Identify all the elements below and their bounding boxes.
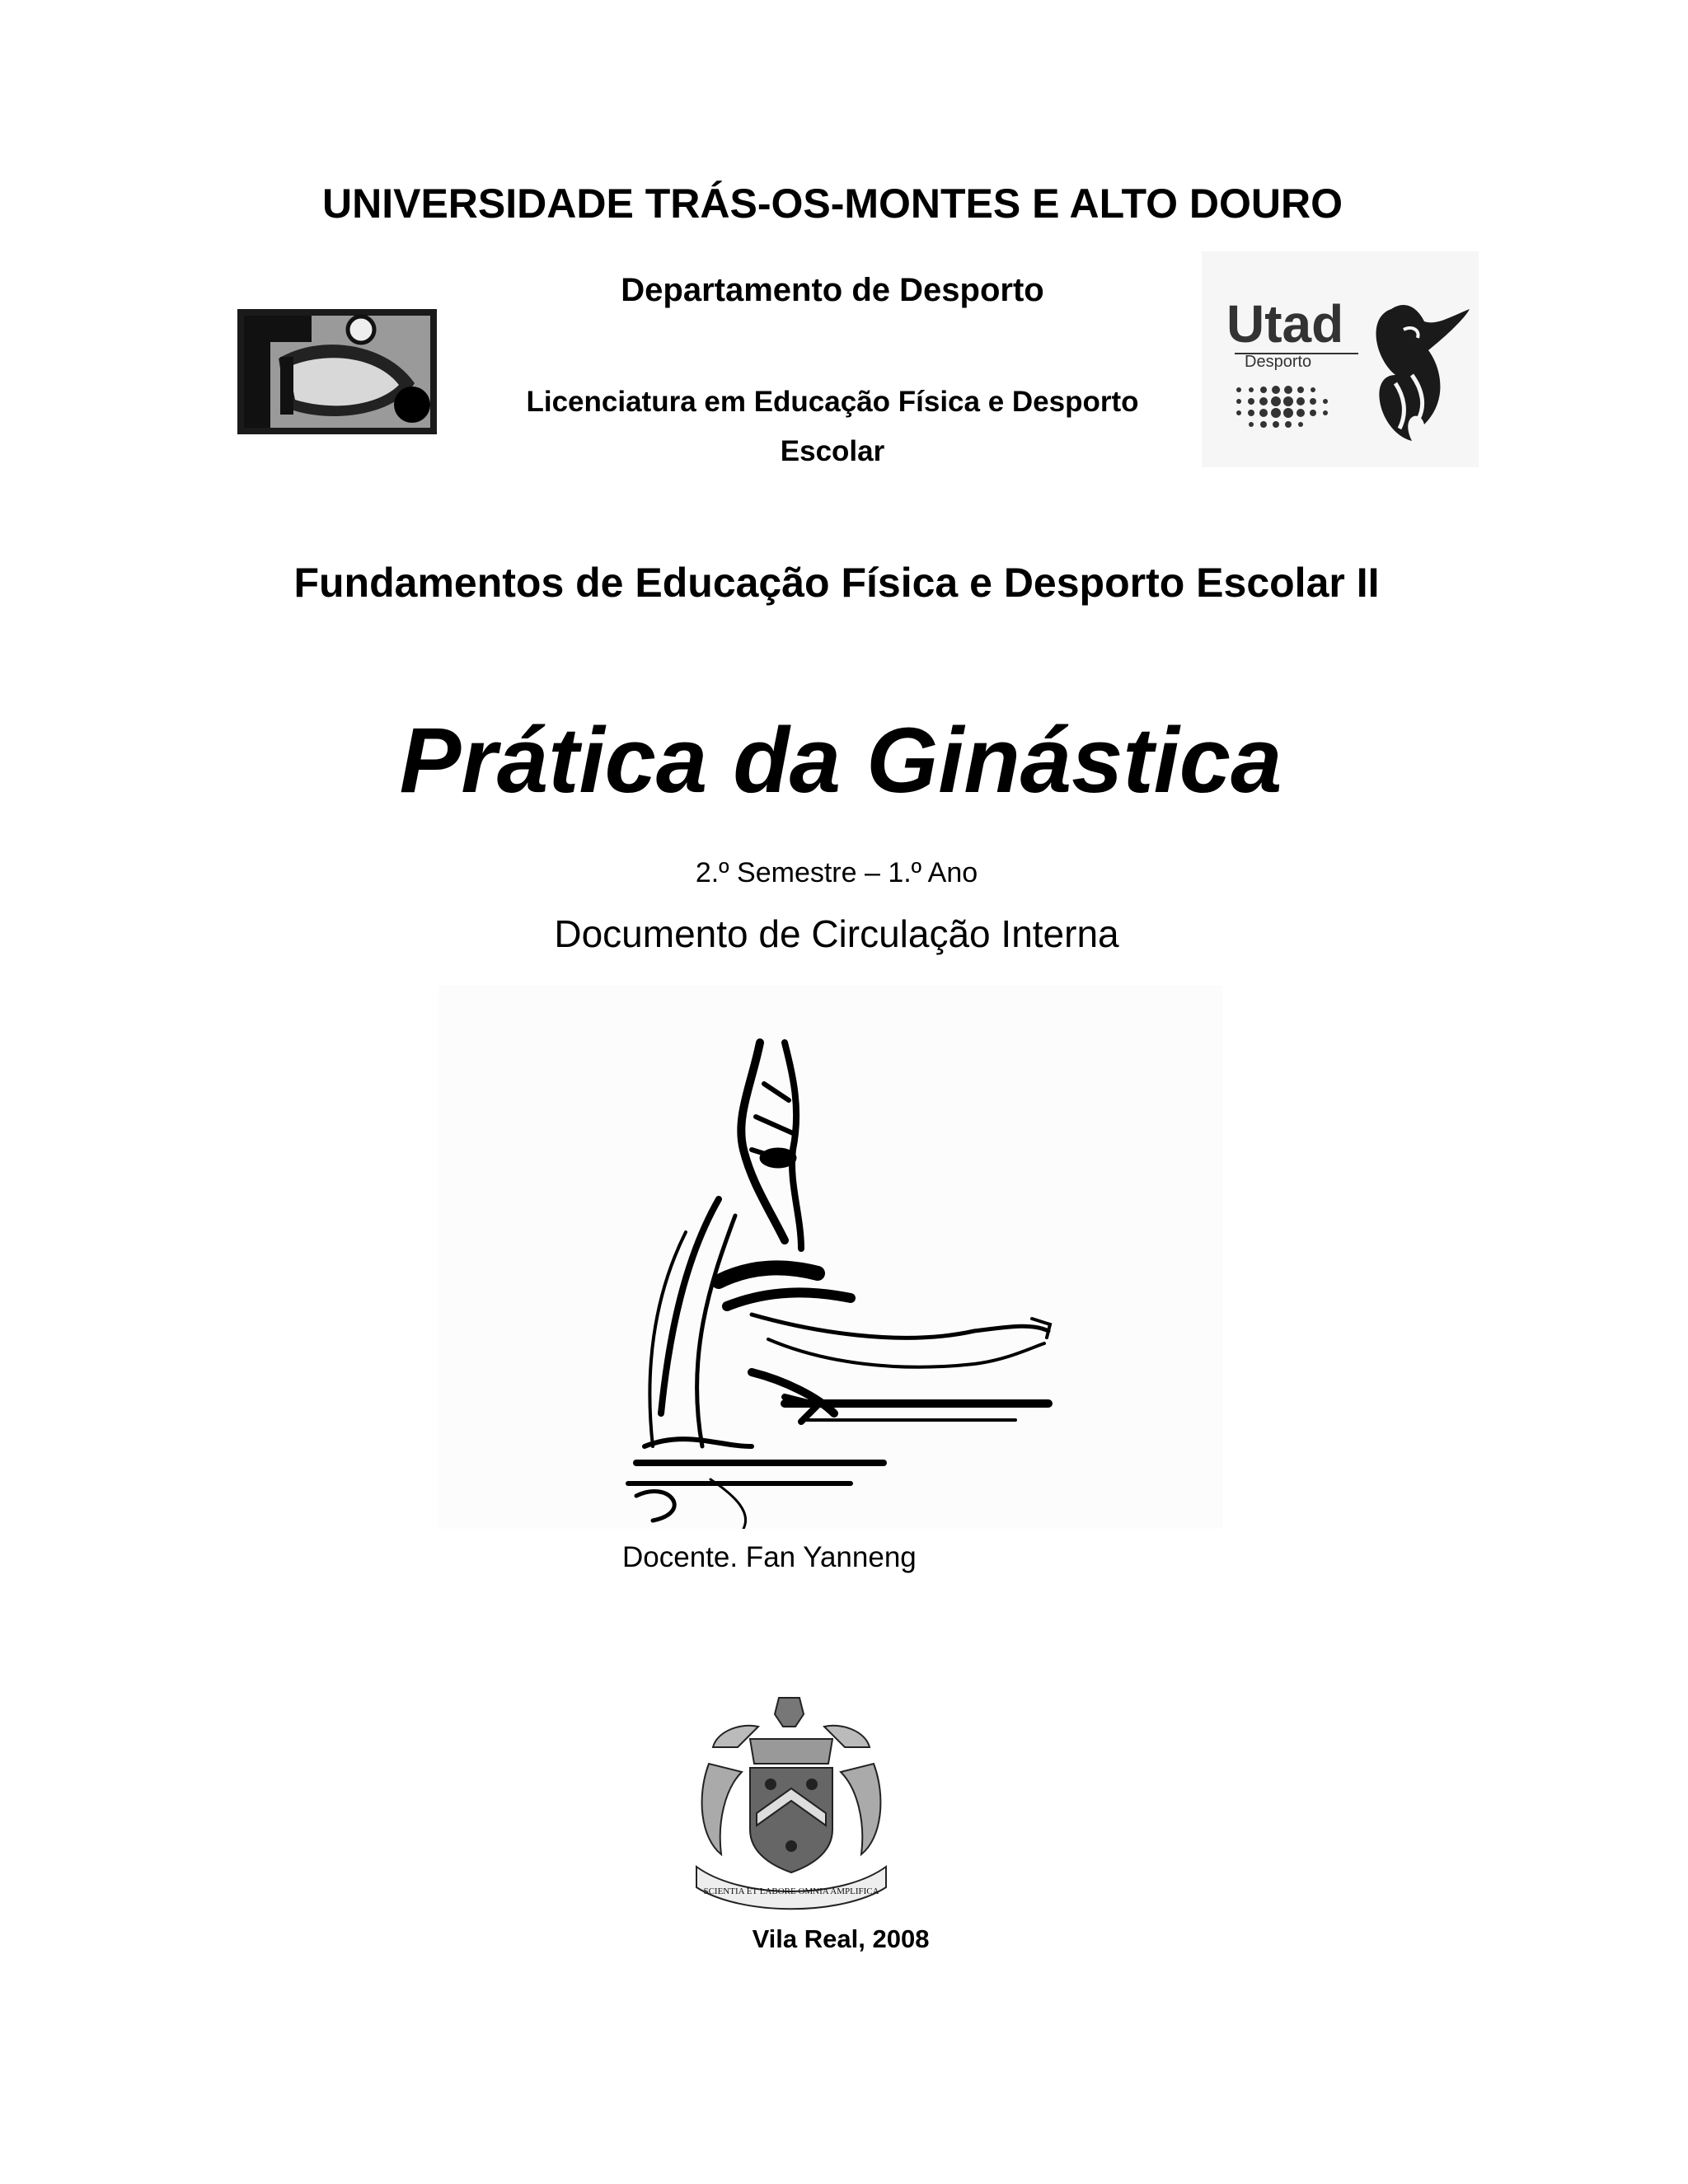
place-and-date: Vila Real, 2008 [752, 1924, 930, 1953]
semester-year: 2.º Semestre – 1.º Ano [695, 857, 978, 888]
university-crest [692, 1690, 890, 1920]
department-name: Departamento de Desporto [621, 272, 1044, 308]
gymnast-sketch-illustration [438, 985, 1223, 1529]
degree-line-2: Escolar [780, 435, 885, 467]
logo-utad-text: Utad [1226, 294, 1344, 354]
department-logo [237, 309, 437, 434]
document-title: Prática da Ginástica [399, 709, 1282, 812]
utad-desporto-logo [1202, 251, 1479, 467]
degree-line-1: Licenciatura em Educação Física e Desporto [526, 386, 1139, 418]
document-type: Documento de Circulação Interna [554, 912, 1119, 955]
crest-motto: SCIENTIA ET LABORE OMNIA AMPLIFICA [703, 1886, 879, 1896]
logo-desporto-text: Desporto [1245, 353, 1312, 371]
course-name: Fundamentos de Educação Física e Desporto Escolar II [293, 560, 1380, 606]
instructor-name: Docente. Fan Yanneng [622, 1541, 917, 1573]
university-name: UNIVERSIDADE TRÁS-OS-MONTES E ALTO DOURO [321, 180, 1343, 227]
